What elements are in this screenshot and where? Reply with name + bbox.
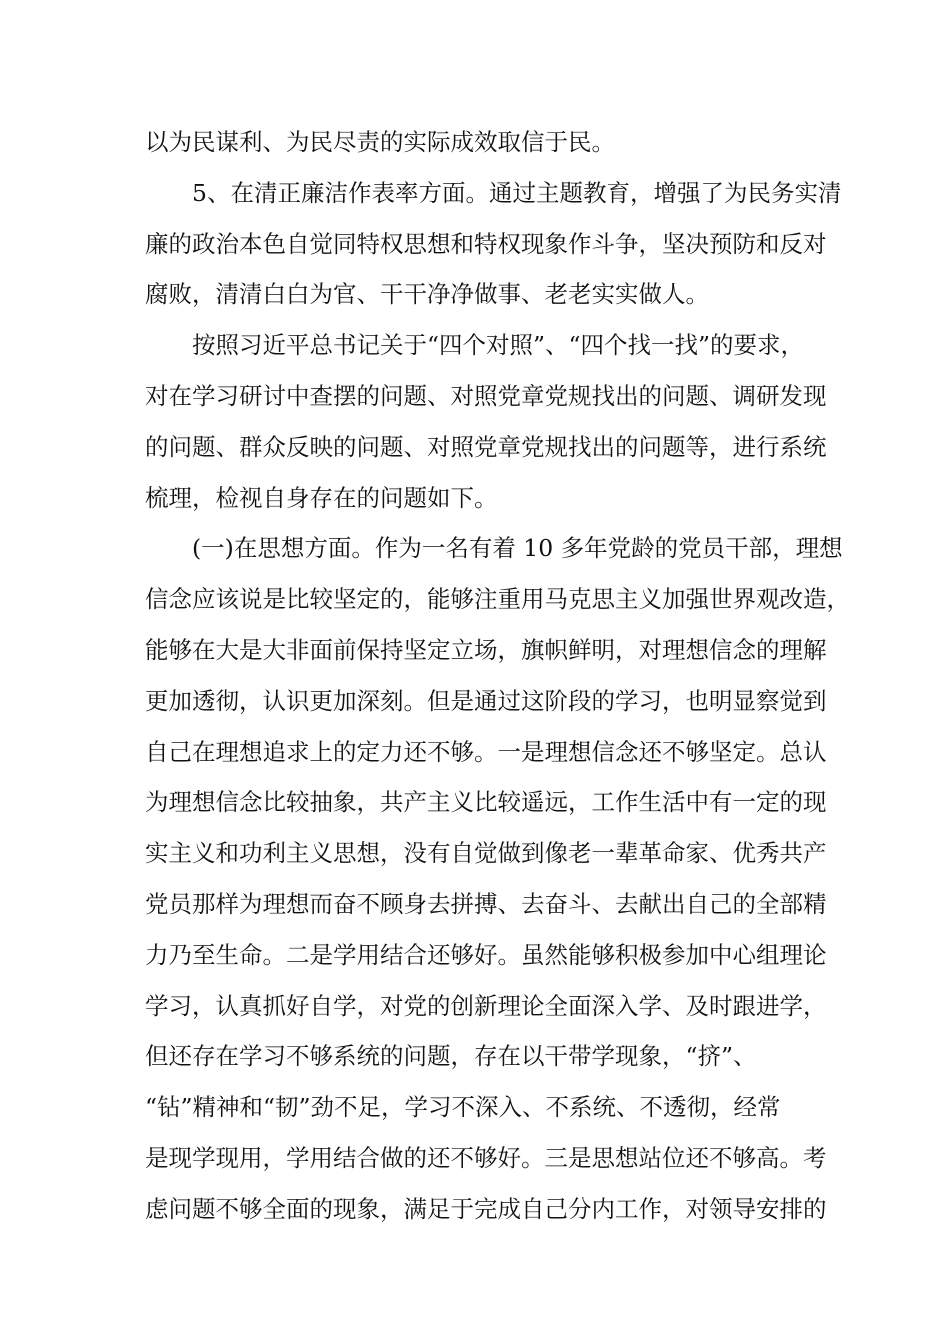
- text-line: 但还存在学习不够系统的问题，存在以干带学现象，“挤”、: [145, 1042, 757, 1071]
- text-line: 实主义和功利主义思想，没有自觉做到像老一辈革命家、优秀共产: [145, 839, 827, 868]
- text-line: 按照习近平总书记关于“四个对照”、“四个找一找”的要求，: [192, 331, 805, 360]
- text-line: 信念应该说是比较坚定的，能够注重用马克思主义加强世界观改造，: [145, 585, 850, 614]
- text-line: 能够在大是大非面前保持坚定立场，旗帜鲜明，对理想信念的理解: [145, 635, 827, 664]
- text-line: 腐败，清清白白为官、干干净净做事、老老实实做人。: [145, 280, 709, 309]
- text-line: 是现学现用，学用结合做的还不够好。三是思想站位还不够高。考: [145, 1143, 827, 1172]
- text-line: 以为民谋利、为民尽责的实际成效取信于民。: [145, 128, 615, 156]
- text-line: 廉的政治本色自觉同特权思想和特权现象作斗争，坚决预防和反对: [145, 229, 827, 258]
- text-line: (一)在思想方面。作为一名有着 10 多年党龄的党员干部，理想: [192, 534, 843, 563]
- text-line: 虑问题不够全面的现象，满足于完成自己分内工作，对领导安排的: [145, 1194, 827, 1223]
- text-line: 为理想信念比较抽象，共产主义比较遥远，工作生活中有一定的现: [145, 788, 827, 817]
- text-line: 梳理，检视自身存在的问题如下。: [145, 483, 498, 512]
- text-line: 对在学习研讨中查摆的问题、对照党章党规找出的问题、调研发现: [145, 381, 827, 410]
- text-line: 党员那样为理想而奋不顾身去拼搏、去奋斗、去献出自己的全部精: [145, 889, 827, 918]
- body-text: [145, 117, 850, 1235]
- text-line: 力乃至生命。二是学用结合还够好。虽然能够积极参加中心组理论: [145, 940, 827, 969]
- text-line: 更加透彻，认识更加深刻。但是通过这阶段的学习，也明显察觉到: [145, 686, 827, 715]
- text-line: 的问题、群众反映的问题、对照党章党规找出的问题等，进行系统: [145, 432, 827, 461]
- text-line: “钻”精神和“韧”劲不足，学习不深入、不系统、不透彻，经常: [145, 1093, 781, 1122]
- text-line: 自己在理想追求上的定力还不够。一是理想信念还不够坚定。总认: [145, 737, 827, 766]
- text-line: 5、在清正廉洁作表率方面。通过主题教育，增强了为民务实清: [192, 178, 842, 207]
- text-line: 学习，认真抓好自学，对党的创新理论全面深入学、及时跟进学，: [145, 991, 827, 1020]
